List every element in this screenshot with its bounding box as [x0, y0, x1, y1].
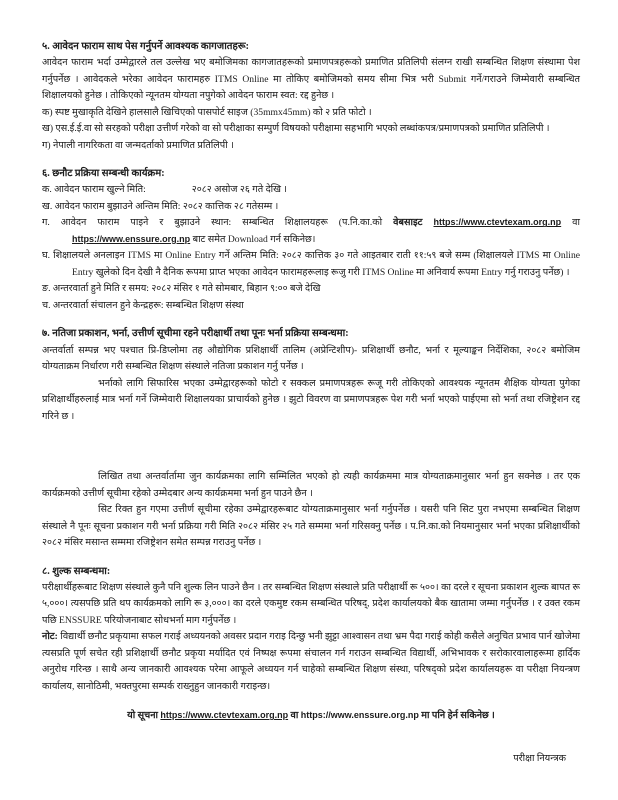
schedule-item-ka — [42, 182, 580, 199]
schedule-item-cha: च. अन्तरवार्ता संचालन हुने केन्द्रहरू: सम्बन्धित शिक्षण संस्था — [42, 299, 244, 311]
schedule-item-ka-value: २०८२ असोज २६ गते देखि । — [191, 184, 288, 196]
note-label: नोट: — [42, 631, 58, 643]
footer-mid-text: वा — [288, 710, 301, 722]
section-8-heading: ८. शुल्क सम्बन्धमा: — [42, 565, 111, 577]
section-selection-schedule — [42, 165, 580, 314]
schedule-item-ka-label: क. आवेदन फाराम खुल्ने मिति: — [42, 184, 146, 196]
schedule-item-gha: घ. शिक्षालयले अनलाइन ITMS मा Online Entry गर्ने अन्तिम मिति: २०८२ कात्तिक ३० गते आइतबार राती ११:५९ बजे सम्म (शिक्षालयले ITMS मा Online Entry खुलेको दिन देखी नै दैनिक रूपमा प्राप्त भएका आवेदन फारामहरूलाइ रूजु गरी ITMS Online मा अनिवार्य रूपमा Entry गर्नु गराउनु पर्नेछ) । — [42, 250, 580, 278]
document-item-ga: ग) नेपाली नागरिकता वा जन्मदर्ताको प्रमाणित प्रतिलिपी । — [42, 139, 234, 151]
note-body: विद्यार्थी छनौट प्रकृयामा सफल गराई अध्ययनको अवसर प्रदान गराइ दिन्छु भनी झुट्टा आश्वासन तथा भ्रम पैदा गराई कोही कसैले अनुचित प्रभाव पार्न खोजेमा त्यसप्रति पूर्ण सचेत रही प्रशिक्षार्थी छनौट प्रकृया मर्यादित एवं निष्पक्ष रूपमा संचालन गर्न गराउन सम्बन्धित विद्यार्थी, अभिभावक र सरोकारवालाहरूमा हार्दिक अनुरोध गरिन्छ । साथै अन्य जानकारी आवश्यक परेमा आफूले अध्ययन गर्न चाहेको सम्बन्धित शिक्षण संस्था, परिषद्को प्रदेश कार्यालयहरू वा परीक्षा नियन्त्रण कार्यालय, सानोठिमी, भक्तपुरमा सम्पर्क राख्नुहुन जानकारी गराइन्छ। — [42, 631, 580, 692]
section-6-heading: ६. छनौट प्रक्रिया सम्बन्धी कार्यक्रम: — [42, 168, 165, 180]
document-item-kha: ख) एस.ई.ई.वा सो सरहको परीक्षा उत्तीर्ण गरेको वा सो परीक्षाका सम्पुर्ण विषयको परीक्षामा सहभागि भएको लब्धांकपत्र/प्रमाणपत्रको प्रमाणित प्रतिलिपी । — [42, 123, 550, 135]
link-separator-text: वा — [561, 217, 580, 229]
schedule-item-kha: ख. आवेदन फाराम बुझाउने अन्तिम मिति: २०८२ कात्तिक २८ गतेसम्म । — [42, 200, 279, 212]
result-para-4: सिट रिक्त हुन गएमा उत्तीर्ण सूचीमा रहेका उम्मेद्वारहरूबाट योग्यताक्रमानुसार भर्ना गर्नुपर्नेछ । यसरी पनि सिट पुरा नभएमा सम्बन्धित शिक्षण संस्थाले नै पूनः सूचना प्रकाशन गरी भर्ना प्रक्रिया गरी मिति २०८२ मंसिर २५ गते सम्ममा भर्ना गरिसक्नु पर्नेछ । प.नि.का.को नियमानुसार भर्ना भएका प्रशिक्षार्थीको २०८२ मंसिर मसान्त सम्ममा रजिष्ट्रेशन समेत सम्पन्न गराउनु पर्नेछ । — [42, 504, 580, 549]
schedule-item-ga-text: ग. आवेदन फाराम पाइने र बुझाउने स्थान: सम्बन्धित शिक्षालयहरू (प.नि.का.को — [42, 217, 394, 229]
section-5-intro: आवेदन फाराम भर्दा उम्मेद्वारले तल उल्लेख भए बमोजिमका कागजातहरूको प्रमाणपत्रहरूको प्रमाणित प्रतिलिपी संलग्न राखी सम्बन्धित शिक्षण संस्थामा पेश गर्नुपर्नेछ । आवेदकले भरेका आवेदन फारामहरु ITMS Online मा तोकिए बमोजिमको समय सीमा भित्र भरी Submit गर्ने/गराउने जिम्मेवारी सम्बन्धित शिक्षालयको हुनेछ । तोकिएको न्यूनतम योग्यता नपुगेको आवेदन फाराम स्वत: रद्द हुनेछ । — [42, 57, 580, 102]
document-item-ka: क) स्पष्ट मुखाकृति देखिने हालसालै खिचिएको पासपोर्ट साइज (35mmx45mm) को २ प्रति फोटो । — [42, 106, 372, 118]
section-result-admission — [42, 325, 580, 551]
fees-para: परीक्षार्थीहरूबाट शिक्षण संस्थाले कुनै पनि शुल्क लिन पाउने छैन । तर सम्बन्धित शिक्षण संस्थाले प्रति परीक्षार्थी रू ५००। का दरले र सूचना प्रकाशन शुल्क बापत रू ५,०००। त्यसपछि प्रति थप कार्यक्रमको लागि रू ३,०००। का दरले एकमुष्ट रकम सम्बन्धित परिषद्, प्रदेश कार्यालयको बैक खातामा जम्मा गर्नुपर्नेछ । र उक्त रकम पछि ENSSURE परियोजनाबाट सोधभर्ना माग गर्नुपर्नेछ । — [42, 581, 580, 626]
footer-notice-line — [42, 708, 580, 725]
footer-post-text: मा पनि हेर्न सकिनेछ । — [418, 710, 495, 722]
schedule-item-ga — [42, 215, 580, 248]
result-para-1: अन्तर्वार्ता सम्पन्न भए पश्चात प्रि-डिप्लोमा तह औद्योगिक प्रशिक्षार्थी तालिम (अप्रेन्टिशीप)- प्रशिक्षार्थी छनौट, भर्ना र मूल्याङ्कन निर्देशिका, २०८२ बमोजिम योग्यताक्रम निर्धारण गरी सम्बन्धित शिक्षण संस्थाले नतिजा प्रकाशन गर्नु पर्नेछ । — [42, 344, 580, 373]
section-5-heading: ५. आवेदन फाराम साथ पेस गर्नुपर्ने आवश्यक कागजातहरू: — [42, 41, 249, 52]
signature-exam-controller: परीक्षा नियन्त्रक — [513, 752, 566, 764]
website-word: वेबसाइट — [393, 217, 434, 229]
schedule-item-ga-tail: बाट समेत Download गर्न सकिनेछ। — [190, 233, 316, 245]
footer-pre-text: यो सूचना — [127, 710, 161, 722]
section-fees — [42, 563, 580, 696]
section-5-items — [42, 105, 580, 155]
footer-ctevt-link[interactable]: https://www.ctevtexam.org.np — [160, 710, 289, 721]
section-documents — [42, 38, 580, 154]
result-para-3: लिखित तथा अन्तर्वार्तामा जुन कार्यक्रमका लागि सम्मिलित भएको हो त्यही कार्यक्रममा मात्र योग्यताक्रमानुसार भर्ना हुन सक्नेछ । तर एक कार्यक्रमको उत्तीर्ण सूचीमा रहेको उम्मेदबार अन्य कार्यक्रममा भर्ना हुन पाउने छैन । — [42, 471, 580, 499]
note-para — [42, 629, 580, 695]
section-6-items — [42, 182, 580, 314]
ctevt-exam-link[interactable]: https://www.ctevtexam.org.np — [433, 217, 562, 228]
result-para-2: भर्नाको लागि सिफारिस भएका उम्मेद्वारहरूको फोटो र सक्कल प्रमाणपत्रहरू रूजू गरी तोकिएको आवश्यक न्यूनतम शैक्षिक योग्यता पुगेका प्रशिक्षार्थीहरुलाई मात्र भर्ना गर्ने जिम्मेवारी शिक्षालयका प्राचार्यको हुनेछ । झुटो विवरण वा प्रमाणपत्रहरू पेश गरी भर्ना भएको पाईएमा सो भर्ना तथा रजिष्ट्रेशन रद्द गरिने छ । — [42, 377, 580, 422]
section-7-heading: ७. नतिजा प्रकाशन, भर्ना, उत्तीर्ण सूचीमा रहने परीक्षार्थी तथा पूनः भर्ना प्रक्रिया सम्बन्धमा: — [42, 328, 349, 340]
footer-enssure-link[interactable]: https://www.enssure.org.np — [300, 710, 419, 721]
enssure-link[interactable]: https://www.enssure.org.np — [72, 233, 191, 244]
schedule-item-nga: ङ. अन्तरवार्ता हुने मिति र समय: २०८२ मंसिर १ गते सोमबार, बिहान ९:०० बजे देखि — [42, 283, 321, 295]
